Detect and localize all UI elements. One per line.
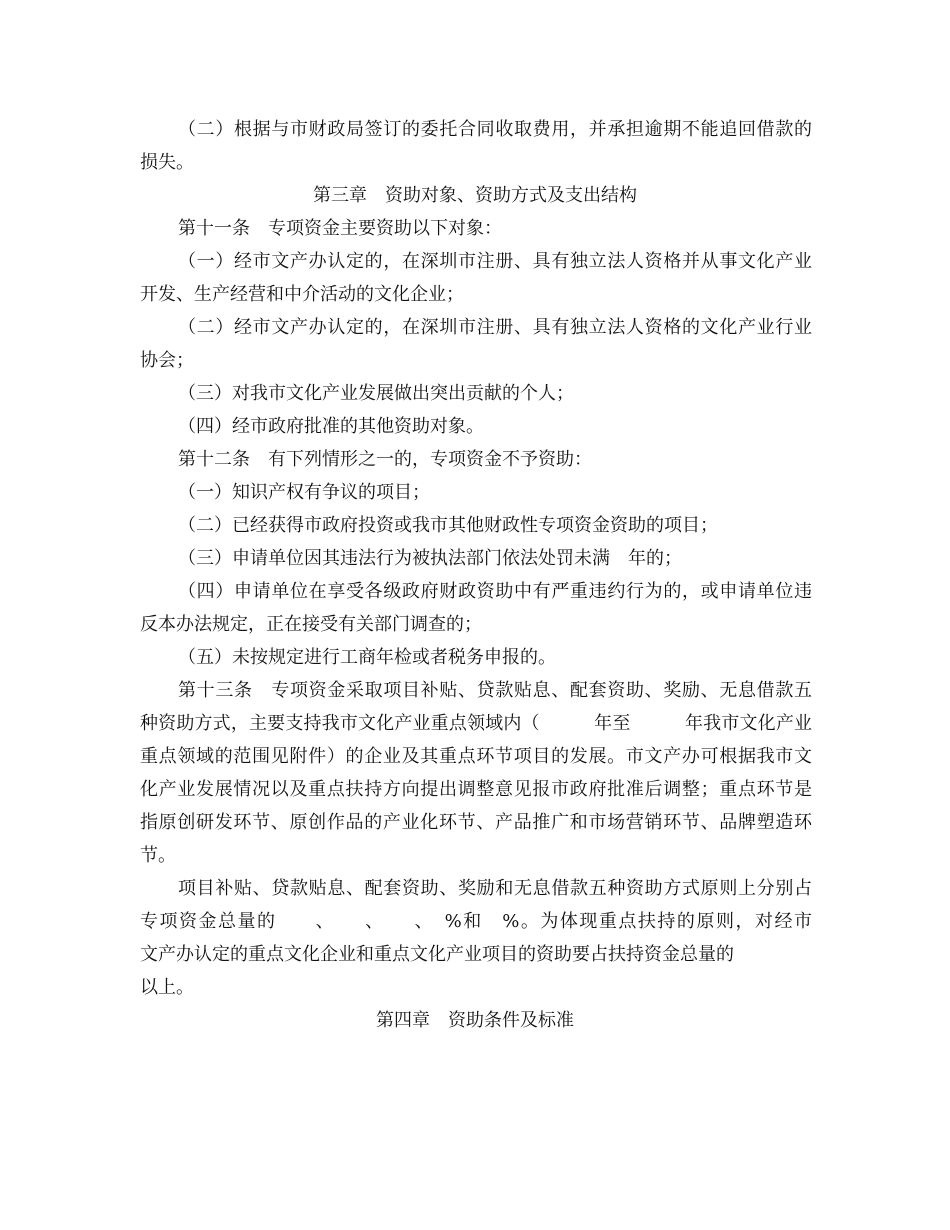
article-line: 化产业发展情况以及重点扶持方向提出调整意见报市政府批准后调整；重点环节是: [140, 779, 812, 800]
paragraph-line: 项目补贴、贷款贴息、配套资助、奖励和无息借款五种资助方式原则上分别占: [178, 878, 812, 899]
paragraph-line: 专项资金总量的 、 、 、 %和 %。为体现重点扶持的原则，对经市: [140, 911, 812, 932]
list-item-line: （一）经市文产办认定的，在深圳市注册、具有独立法人资格并从事文化产业: [178, 251, 812, 272]
article-title: 第十一条 专项资金主要资助以下对象：: [178, 218, 502, 239]
article-line: 第十三条 专项资金采取项目补贴、贷款贴息、配套资助、奖励、无息借款五: [178, 680, 812, 701]
list-item: （五）未按规定进行工商年检或者税务申报的。: [178, 647, 556, 668]
list-item: （二）已经获得市政府投资或我市其他财政性专项资金资助的项目；: [178, 515, 718, 536]
paragraph-line: 损失。: [140, 152, 194, 173]
list-item: （四）经市政府批准的其他资助对象。: [178, 416, 484, 437]
article-line: 重点领域的范围见附件）的企业及其重点环节项目的发展。市文产办可根据我市文: [140, 746, 812, 767]
list-item-line: 反本办法规定，正在接受有关部门调查的；: [140, 614, 482, 635]
article-line: 种资助方式，主要支持我市文化产业重点领域内（ 年至 年我市文化产业: [140, 713, 812, 734]
paragraph-line: 文产办认定的重点文化企业和重点文化产业项目的资助要占扶持资金总量的: [140, 944, 734, 965]
paragraph-line: （二）根据与市财政局签订的委托合同收取费用，并承担逾期不能追回借款的: [178, 119, 812, 140]
list-item-line: 开发、生产经营和中介活动的文化企业；: [140, 284, 464, 305]
article-title: 第十二条 有下列情形之一的，专项资金不予资助：: [178, 449, 592, 470]
list-item: （三）申请单位因其违法行为被执法部门依法处罚未满 年的；: [178, 548, 682, 569]
article-line: 节。: [140, 845, 176, 866]
article-line: 指原创研发环节、原创作品的产业化环节、产品推广和市场营销环节、品牌塑造环: [140, 812, 812, 833]
chapter-heading: 第三章 资助对象、资助方式及支出结构: [313, 185, 637, 206]
list-item: （一）知识产权有争议的项目；: [178, 482, 430, 503]
paragraph-line: 以上。: [140, 977, 194, 998]
chapter-heading: 第四章 资助条件及标准: [376, 1010, 574, 1031]
list-item-line: （二）经市文产办认定的，在深圳市注册、具有独立法人资格的文化产业行业: [178, 317, 812, 338]
list-item-line: （四）申请单位在享受各级政府财政资助中有严重违约行为的，或申请单位违: [178, 581, 812, 602]
list-item-line: 协会；: [140, 350, 194, 371]
list-item: （三）对我市文化产业发展做出突出贡献的个人；: [178, 383, 574, 404]
